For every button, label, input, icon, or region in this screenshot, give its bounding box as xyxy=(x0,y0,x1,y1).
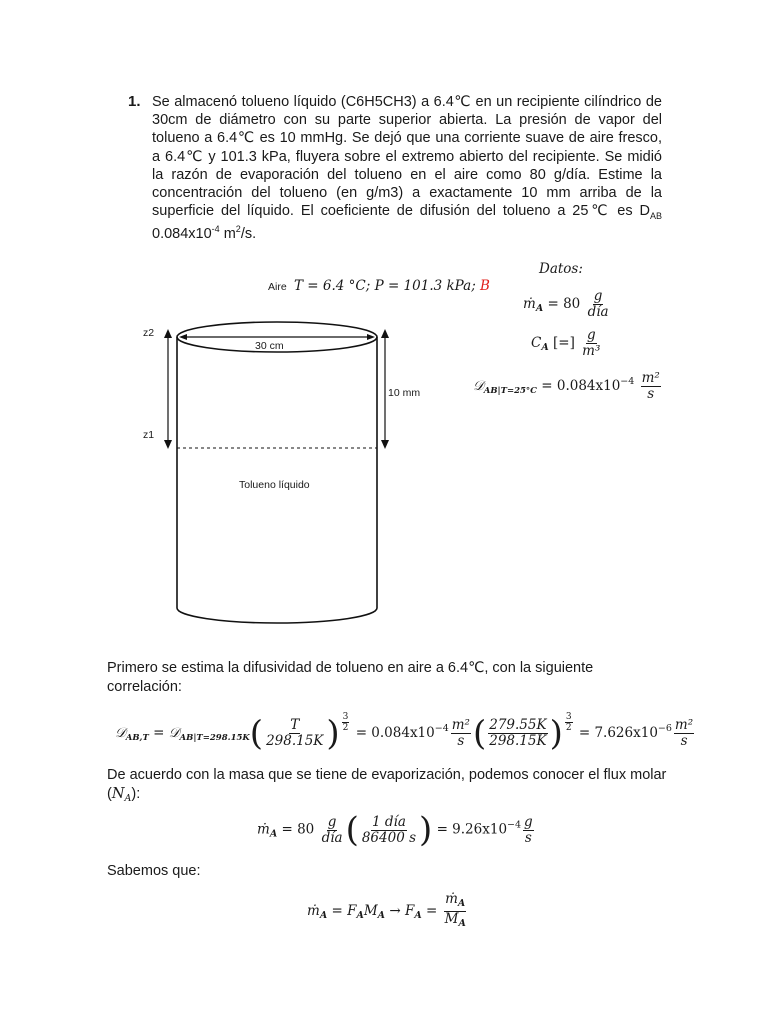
dab-sub: AB|T=25°C xyxy=(483,386,537,396)
mdot-fraction xyxy=(587,289,610,320)
eq1-result: = 7.626x10 xyxy=(578,725,658,741)
eq2-f3-den: s xyxy=(524,829,532,846)
eq3-lhs: ṁ xyxy=(307,903,320,919)
eq1-rhs-sub: AB|T=298.15K xyxy=(179,733,250,743)
eq3-mid2-sub: A xyxy=(377,910,386,921)
ca-value: [=] xyxy=(553,335,575,351)
eq1-exponent-2 xyxy=(565,712,573,733)
diameter-arrow-right-head xyxy=(367,334,375,340)
eq3-mid2: M xyxy=(363,903,378,919)
eq3-f-den-sub: A xyxy=(458,918,466,929)
mdot-den: día xyxy=(587,304,609,320)
eq1-result-exp: −6 xyxy=(657,723,672,734)
problem-text-end: /s. xyxy=(240,226,257,243)
z-arrow-top-head xyxy=(164,329,172,338)
eq2-f1-den: día xyxy=(321,829,343,846)
z2-label: z2 xyxy=(143,327,155,339)
eq1-frac1-den: 298.15K xyxy=(266,733,324,749)
problem-text-exp2: 2 xyxy=(235,224,241,235)
height-arrow-top-head xyxy=(381,329,389,338)
mdot-num: g xyxy=(593,288,603,304)
eq1-frac4-den: s xyxy=(680,733,688,749)
datos-ca xyxy=(531,328,603,359)
eq3-lhs-sub: A xyxy=(319,910,328,921)
eq1-fraction-t xyxy=(265,718,324,749)
eq1-lhs: 𝒟 xyxy=(115,725,126,741)
eq2-f3-num: g xyxy=(524,813,533,830)
equation-mass-rate xyxy=(257,810,536,850)
eq1-paren-close-2: ) xyxy=(549,713,563,754)
conditions-text: T = 6.4 °C; P = 101.3 kPa; xyxy=(294,278,481,294)
diameter-label: 30 cm xyxy=(255,340,284,352)
eq2-lhs: ṁ xyxy=(257,821,270,838)
cylinder-bottom-arc xyxy=(177,608,377,623)
eq1-mid-exp: −4 xyxy=(434,723,449,734)
diameter-arrow-left-head xyxy=(179,334,187,340)
ca-sub: A xyxy=(541,342,549,353)
dab-fraction xyxy=(641,371,661,402)
mdot-sub: A xyxy=(535,303,544,314)
height-label: 10 mm xyxy=(388,387,421,399)
eq1-fraction-units-1 xyxy=(451,718,471,749)
eq1-frac3-num: 279.55K xyxy=(489,717,547,733)
eq3-mid-sub: A xyxy=(356,910,364,921)
eq2-paren-open: ( xyxy=(345,810,359,850)
eq3-f-den-symbol: M xyxy=(444,911,459,927)
equation-diffusivity xyxy=(115,712,696,754)
eq1-exp2-num: 3 xyxy=(565,712,572,722)
ca-symbol: C xyxy=(531,335,542,351)
paragraph-sabemos: Sabemos que: xyxy=(107,863,201,879)
z-arrow-bottom-head xyxy=(164,440,172,449)
mdot-symbol: ṁ xyxy=(523,296,536,312)
eq1-exp2-den: 2 xyxy=(565,723,572,733)
eq2-value: = 80 xyxy=(281,821,315,838)
dab-num: m² xyxy=(641,370,660,386)
eq3-equals: = xyxy=(421,903,438,919)
dab-value: = 0.084x10 xyxy=(541,378,621,394)
eq1-paren-open-1: ( xyxy=(249,713,264,754)
problem-text-exp1: -4 xyxy=(211,224,220,235)
eq1-equals: = xyxy=(153,725,165,741)
ca-fraction xyxy=(581,328,601,359)
para2-text: De acuerdo con la masa que se tiene de evaporización, podemos conocer el flux molar ( xyxy=(107,767,667,802)
eq1-frac3-den: 298.15K xyxy=(489,733,547,749)
eq1-exponent-1 xyxy=(342,712,350,733)
eq2-paren-close: ) xyxy=(419,810,433,850)
eq2-result: = 9.26x10 xyxy=(436,821,508,838)
eq2-lhs-sub: A xyxy=(269,828,278,840)
z1-label: z1 xyxy=(143,429,155,441)
datos-mdot xyxy=(523,289,612,320)
problem-text-value: 0.084x10 xyxy=(152,226,212,243)
eq2-fraction-3 xyxy=(523,815,534,846)
conditions-label xyxy=(294,278,490,294)
eq2-fraction-2 xyxy=(361,815,417,846)
problem-text-main: Se almacenó tolueno líquido (C6H5CH3) a 6.4℃ en un recipiente cilíndrico de 30cm de diámetro con su parte superior abierta. La presión de vapor del tolueno a 6.4℃ es 10 mmHg. Se dejó que una corriente suave de aire fresco, a 6.4℃ y 101.3 kPa, fluyera sobre el extremo abierto del recipiente. Se midió la razón de evaporación del tolueno en el aire como 80 g/día. Estime la concentración del tolueno (en g/m3) a exactamente 10 mm arriba de la superficie del líquido. El coeficiente de difusión del tolueno a 25℃ es D xyxy=(152,94,662,220)
ca-den: m³ xyxy=(582,343,601,359)
ca-num: g xyxy=(586,327,596,343)
eq2-f1-num: g xyxy=(327,813,337,830)
eq3-fraction xyxy=(444,892,467,931)
eq3-f-den xyxy=(444,912,467,931)
dab-den: s xyxy=(647,386,655,402)
datos-dab xyxy=(473,371,663,402)
equation-flux-relation xyxy=(307,892,469,931)
eq1-lhs-sub: AB,T xyxy=(125,733,149,743)
eq1-frac4-num: m² xyxy=(674,717,694,733)
paragraph-flux xyxy=(107,766,667,808)
datos-title: Datos: xyxy=(539,261,583,277)
eq3-f-num xyxy=(444,892,466,912)
eq1-mid: = 0.084x10 xyxy=(355,725,435,741)
eq3-f-num-symbol: ṁ xyxy=(445,891,458,907)
problem-text-sub: AB xyxy=(649,211,662,222)
eq2-f2-num: 1 día xyxy=(371,813,406,830)
para2-close: ): xyxy=(131,786,141,802)
eq2-result-exp: −4 xyxy=(507,819,522,831)
eq1-rhs-symbol: 𝒟 xyxy=(168,725,180,741)
eq1-exp1-den: 2 xyxy=(342,723,349,733)
paragraph-diffusivity: Primero se estima la difusividad de tolueno en aire a 6.4℃, con la siguiente correlación: xyxy=(107,660,594,695)
eq1-paren-open-2: ( xyxy=(472,713,487,754)
eq3-f-num-sub: A xyxy=(457,898,466,909)
dab-symbol: 𝒟 xyxy=(473,378,484,394)
eq2-fraction-1 xyxy=(321,815,344,846)
eq1-frac1-num: T xyxy=(290,717,300,733)
eq1-paren-close-1: ) xyxy=(326,713,340,754)
eq1-frac2-num: m² xyxy=(451,717,470,733)
problem-text-unit: m xyxy=(219,226,236,243)
eq1-fraction-ratio xyxy=(488,718,547,749)
para2-n-sub: A xyxy=(124,793,132,804)
liquid-label: Tolueno líquido xyxy=(239,479,310,491)
mdot-value: = 80 xyxy=(547,296,581,312)
eq1-fraction-units-2 xyxy=(674,718,694,749)
height-arrow-bottom-head xyxy=(381,440,389,449)
eq1-exp1-num: 3 xyxy=(342,712,349,722)
eq3-mid: = F xyxy=(331,903,357,919)
eq3-arrow-sub: A xyxy=(414,910,422,921)
eq2-f2-den: 86400 s xyxy=(361,829,417,846)
dab-exp: −4 xyxy=(620,376,635,387)
species-b-label: B xyxy=(480,278,490,294)
eq3-arrow: → F xyxy=(389,903,415,919)
air-label: Aire xyxy=(268,281,287,293)
problem-number: 1. xyxy=(128,93,141,110)
eq1-frac2-den: s xyxy=(457,733,465,749)
para2-n-symbol: N xyxy=(111,786,125,802)
